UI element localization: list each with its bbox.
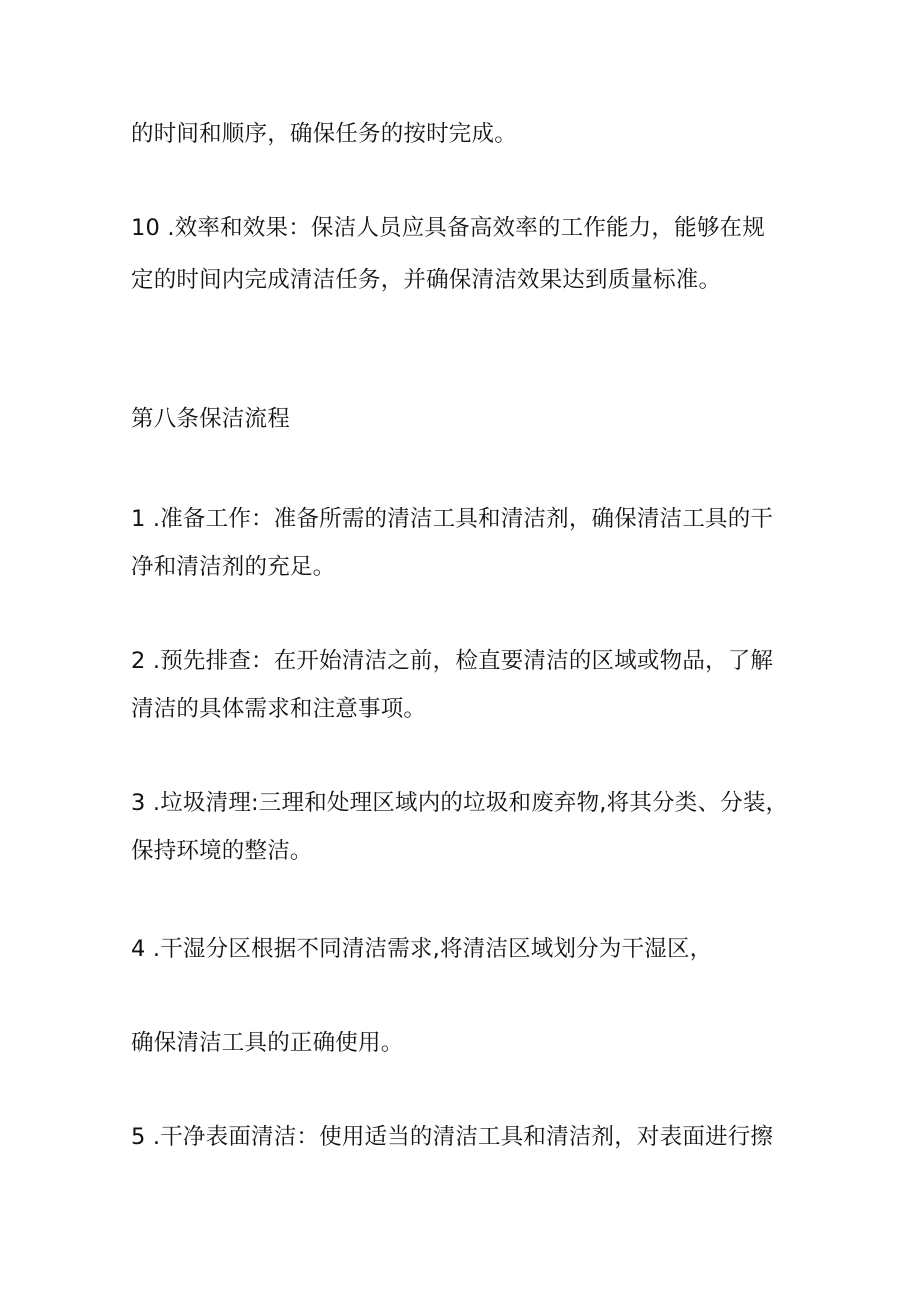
text-line: 的时间和顺序，确保任务的按时完成。	[131, 121, 517, 147]
item-1-line-1: 1 .准备工作：准备所需的清洁工具和清洁剂，确保清洁工具的干	[131, 506, 774, 532]
item-4-line-2: 确保清洁工具的正确使用。	[131, 1030, 404, 1056]
item-3-line-2: 保持环境的整洁。	[131, 838, 313, 864]
item-2-line-2: 清洁的具体需求和注意事项。	[131, 696, 427, 722]
item-5-line-1: 5 .干净表面清洁：使用适当的清洁工具和清洁剂，对表面进行擦	[131, 1124, 774, 1150]
item-1-line-2: 净和清洁剂的充足。	[131, 554, 336, 580]
item-3-line-1: 3 .垃圾清理:三理和处理区域内的垃圾和废弃物,将其分类、分装，	[131, 790, 789, 816]
item-2-line-1: 2 .预先排查：在开始清洁之前，检直要清洁的区域或物品，了解	[131, 648, 774, 674]
item-10-line-2: 定的时间内完成清洁任务，并确保清洁效果达到质量标准。	[131, 267, 722, 293]
item-10-line-1: 10 .效率和效果：保洁人员应具备高效率的工作能力，能够在规	[131, 215, 765, 241]
section-heading: 第八条保洁流程	[131, 406, 290, 432]
item-4-line-1: 4 .干湿分区根据不同清洁需求,将清洁区域划分为干湿区，	[131, 936, 713, 962]
